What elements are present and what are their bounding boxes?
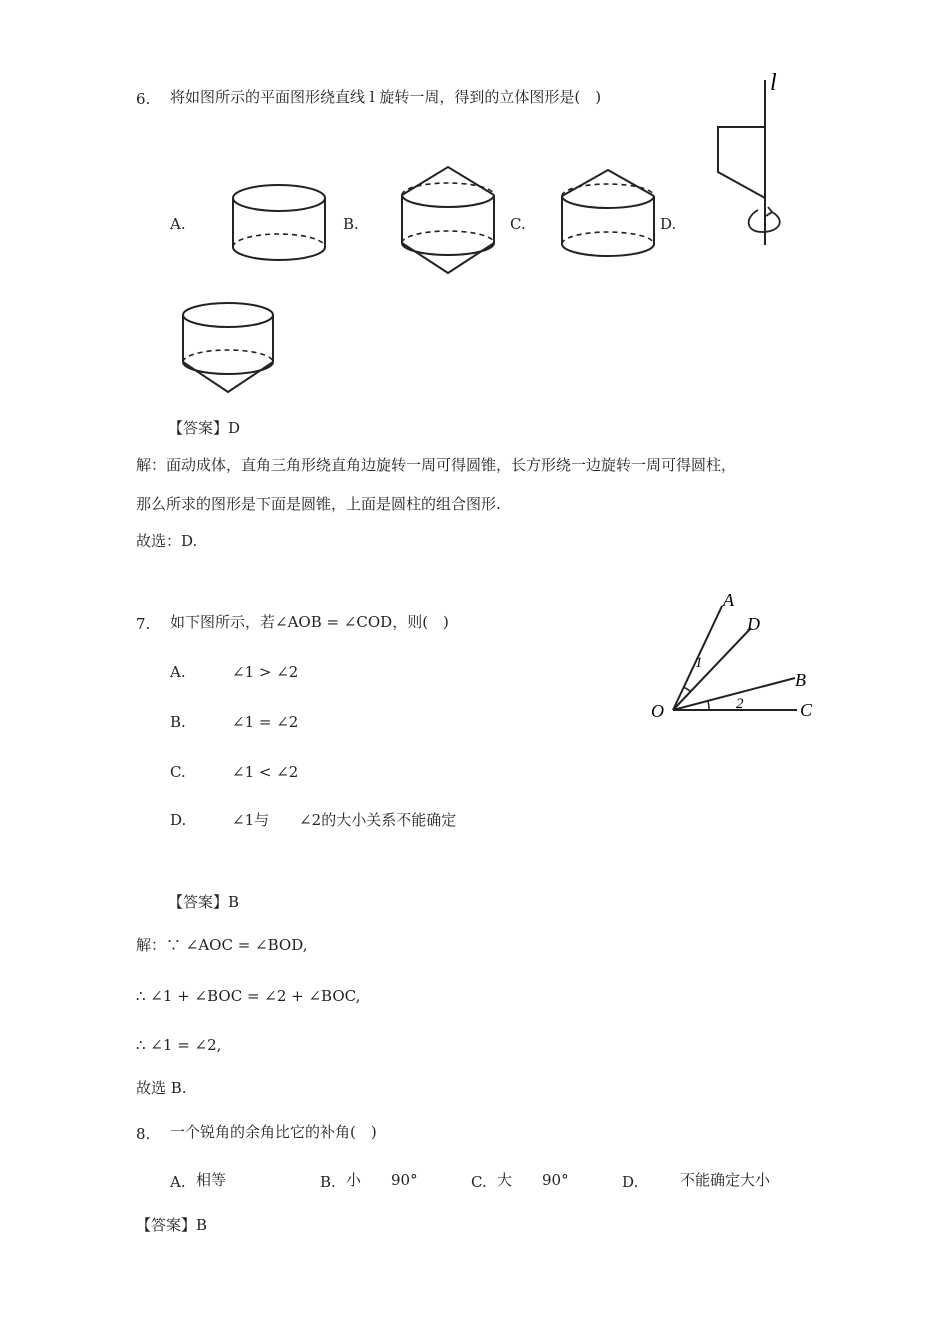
q7-option-b-letter: B.: [170, 713, 186, 731]
q8-option-b-text: 小 90°: [346, 1171, 418, 1189]
q7-angle-figure: [645, 590, 825, 725]
q6-explanation-2: 那么所求的图形是下面是圆锥，上面是圆柱的组合图形.: [136, 495, 501, 513]
q6-conclusion: 故选：D.: [136, 532, 198, 550]
q6-number: 6.: [136, 90, 151, 108]
label-angle-1: 1: [695, 655, 703, 671]
q7-option-c-text: ∠1 < ∠2: [232, 763, 299, 781]
q7-stem: 如下图所示，若∠AOB = ∠COD，则( ): [170, 613, 449, 631]
q8-answer: 【答案】B: [136, 1216, 208, 1234]
q6-source-figure: [700, 70, 810, 250]
q7-answer: 【答案】B: [168, 893, 240, 911]
q6-option-b-solid: [398, 163, 504, 279]
q6-answer: 【答案】D: [168, 419, 241, 437]
axis-label-l: l: [770, 70, 777, 96]
q7-conclusion: 故选 B.: [136, 1079, 187, 1097]
q6-explanation-1: 解：面动成体，直角三角形绕直角边旋转一周可得圆锥，长方形绕一边旋转一周可得圆柱，: [136, 456, 737, 474]
q7-option-b-text: ∠1 = ∠2: [232, 713, 299, 731]
q8-option-d-letter: D.: [622, 1173, 639, 1191]
q8-option-b-letter: B.: [320, 1173, 336, 1191]
q7-option-d-letter: D.: [170, 811, 187, 829]
q7-option-a-text: ∠1 > ∠2: [232, 663, 299, 681]
q6-option-c-solid: [558, 166, 664, 266]
q7-option-c-letter: C.: [170, 763, 186, 781]
q7-number: 7.: [136, 615, 151, 633]
q8-option-a-letter: A.: [170, 1173, 186, 1191]
q8-stem: 一个锐角的余角比它的补角( ): [170, 1123, 377, 1141]
q6-option-a-cylinder: [228, 180, 334, 270]
q8-option-d-text: 不能确定大小: [680, 1171, 771, 1189]
q8-option-c-letter: C.: [471, 1173, 487, 1191]
label-a: A: [723, 590, 734, 610]
q6-option-a-label: A.: [170, 215, 186, 233]
q8-option-c-text: 大 90°: [497, 1171, 569, 1189]
q7-solution-line-2: ∴ ∠1 + ∠BOC = ∠2 + ∠BOC,: [136, 987, 361, 1005]
label-c: C: [800, 700, 813, 720]
q7-solution-line-3: ∴ ∠1 = ∠2,: [136, 1036, 222, 1054]
q8-number: 8.: [136, 1125, 151, 1143]
q6-option-c-label: C.: [510, 215, 526, 233]
label-d: D: [747, 614, 760, 634]
label-o: O: [651, 701, 664, 721]
q7-option-d-text: ∠1与 ∠2的大小关系不能确定: [232, 811, 457, 829]
q7-solution-line-1: 解：∵ ∠AOC = ∠BOD,: [136, 936, 308, 954]
label-angle-2: 2: [736, 696, 744, 712]
q6-option-d-solid: [180, 300, 280, 396]
q6-option-b-label: B.: [343, 215, 359, 233]
q8-option-a-text: 相等: [196, 1171, 227, 1189]
q7-option-a-letter: A.: [170, 663, 186, 681]
q6-option-d-label: D.: [660, 215, 677, 233]
q6-stem: 将如图所示的平面图形绕直线 l 旋转一周，得到的立体图形是( ): [170, 88, 602, 106]
label-b: B: [795, 670, 806, 690]
